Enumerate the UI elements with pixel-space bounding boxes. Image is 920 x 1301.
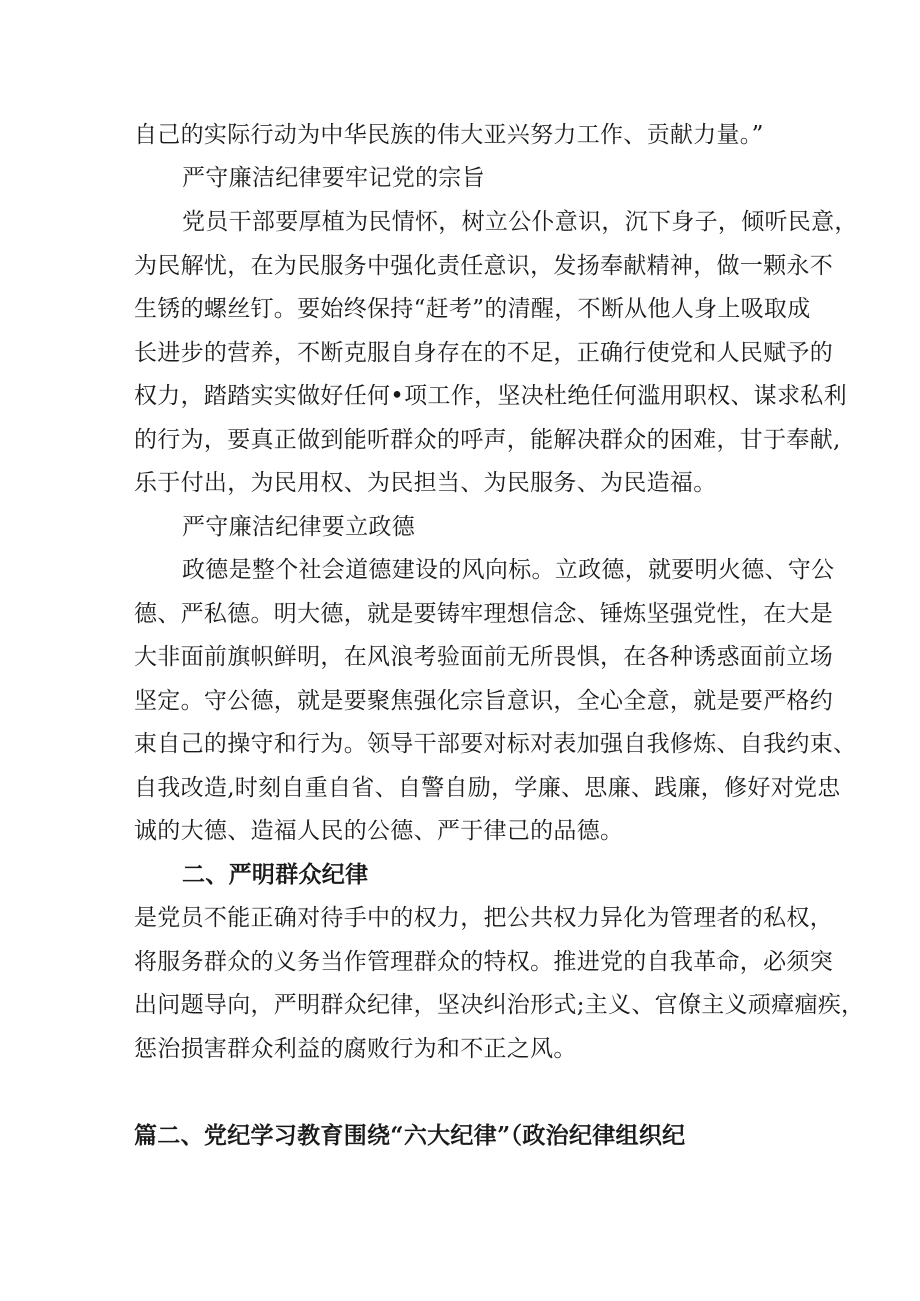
paragraph-2-line-1: 政德是整个社会道德建设的风向标。立政德，就要明火德、守公 (182, 557, 835, 583)
subheading-remember-party-purpose: 严守廉洁纪律要牢记党的宗旨 (182, 165, 485, 191)
paragraph-3-line-4: 惩治损害群众利益的腐败行为和不正之风。 (134, 1036, 577, 1062)
paragraph-1-line-4: 长进步的营养，不断克服自身存在的不足，正确行使党和人民赋予的 (134, 340, 833, 366)
paragraph-2-line-7: 诚的大德、造福人民的公德、严于律己的品德。 (134, 818, 624, 844)
paragraph-3-line-2: 将服务群众的义务当作管理群众的特权。推进党的自我革命，必须突 (134, 949, 833, 975)
paragraph-1-line-1: 党员干部要厚植为民情怀，树立公仆意识，沉下身子，倾听民意， (182, 209, 858, 235)
paragraph-1-line-3: 生锈的螺丝钉。要始终保持“赶考”的清醒，不断从他人身上吸取成 (134, 296, 811, 322)
paragraph-2-line-5: 束自己的操守和行为。领导干部要对标对表加强自我修炼、自我约束、 (134, 731, 857, 757)
paragraph-intro-end: 自己的实际行动为中华民族的伟大亚兴努力工作、贡献力量。” (134, 122, 764, 148)
paragraph-1-line-5: 权力，踏踏实实做好任何•项工作，坚决杜绝任何滥用职权、谋求私利 (134, 383, 847, 409)
paragraph-1-line-2: 为民解忧，在为民服务中强化责任意识，发扬奉献精神，做一颗永不 (134, 253, 833, 279)
paragraph-2-line-2: 德、严私德。明大德，就是要铸牢理想信念、锤炼坚强党性，在大是 (134, 601, 833, 627)
paragraph-2-line-3: 大非面前旗帜鲜明，在风浪考验面前无所畏惧，在各种诱惑面前立场 (134, 644, 833, 670)
paragraph-3-line-3: 出问题导向，严明群众纪律，坚决纠治形式;主义、官僚主义顽瘴痼疾， (134, 992, 865, 1018)
paragraph-1-line-7: 乐于付出，为民用权、为民担当、为民服务、为民造福。 (134, 470, 717, 496)
paragraph-2-line-6: 自我改造,时刻自重自省、自警自励，学廉、思廉、践廉，修好对党忠 (134, 775, 841, 801)
section-heading-mass-discipline: 二、严明群众纪律 (182, 861, 369, 888)
subheading-political-virtue: 严守廉洁纪律要立政德 (182, 514, 415, 540)
paragraph-1-line-6: 的行为，要真正做到能听群众的呼声，能解决群众的困难，甘于奉献, (134, 427, 841, 453)
paragraph-2-line-4: 坚定。守公德，就是要聚焦强化宗旨意识，全心全意，就是要严格约 (134, 688, 833, 714)
chapter-heading-part-two: 篇二、党纪学习教育围绕“六大纪律”（政治纪律组织纪 (134, 1122, 686, 1149)
paragraph-3-line-1: 是党员不能正确对待手中的权力，把公共权力异化为管理者的私权， (134, 905, 833, 931)
